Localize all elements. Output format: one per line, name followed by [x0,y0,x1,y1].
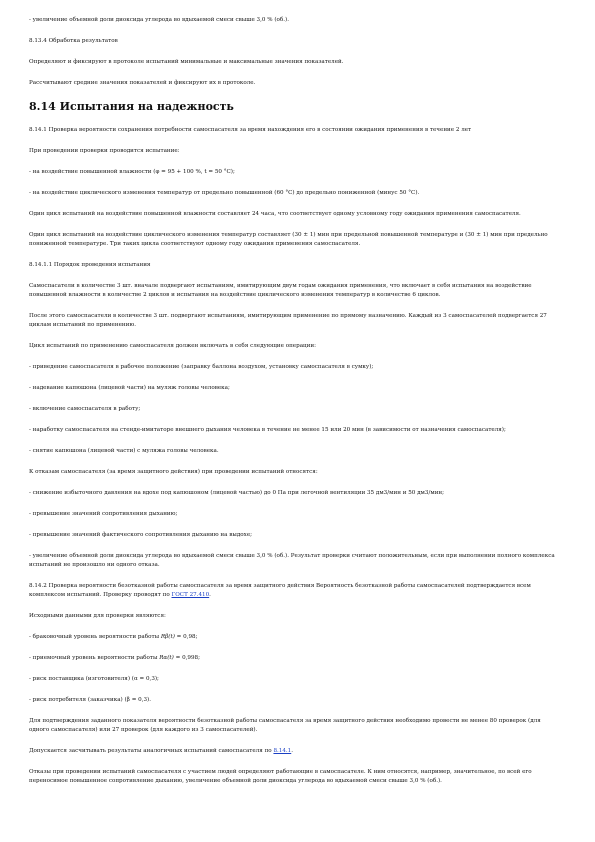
paragraph: Рассчитывают средние значения показателей и фиксируют их в протоколе. [29,80,256,86]
paragraph: Один цикл испытаний на воздействие циклического изменения температур составляет (30 ± 1) мин при предельной повышенной температуре и (30 ± 1) мин при предельно пониженной температуре. Три таких цикла соответствуют одному году ожидания применения самоспасателя. [29,232,548,247]
paragraph: К отказам самоспасателя (за время защитного действия) при проведении испытаний относятся: [29,469,318,475]
paragraph: Для подтверждения заданного показателя вероятности безотказной работы самоспасателя за время защитного действия необходимо провести не менее 80 проверок (для одного самоспасателя) или 27 проверок (для каждого из 3 самоспасателей). [29,718,541,733]
list-item: - риск потребителя (заказчика) (β = 0,3). [29,697,152,703]
paragraph: Отказы при проведении испытаний самоспасателя с участием людей определяют работающие в самоспасателе. К ним относятся, например, значительное, по всей его переносимое повышенное сопротивление дыханию, увеличение объемной доли диоксида углерода во вдыхаемой смеси свыше 3,0 % (об.). [29,769,532,784]
formula-symbol: Rβ(t) [160,634,175,640]
paragraph-text-end: . [209,592,211,598]
list-item [29,654,557,663]
section-heading: 8.14 Испытания на надежность [29,100,234,113]
list-item-text: - браковочный уровень вероятности работы [29,634,161,640]
paragraph-text: Допускается засчитывать результаты аналогичных испытаний самоспасателя по [29,748,274,754]
list-item-text: - приемочный уровень вероятности работы [29,655,160,661]
paragraph [29,747,557,756]
section-title: 8.14.1.1 Порядок проведения испытания [29,262,151,268]
list-item: - риск поставщика (изготовителя) (α = 0,3); [29,676,159,682]
paragraph-text: 8.14.2 Проверка вероятности безотказной работы самоспасателя за время защитного действия Вероятность безотказной работы самоспасателей подтверждается всем комплексом испытаний. Проверку проводят по [29,583,531,598]
gost-link[interactable]: ГОСТ 27.410 [171,592,210,598]
list-item-value: = 0,998; [173,655,200,661]
list-item: - превышение значений сопротивления дыханию; [29,511,178,517]
paragraph: После этого самоспасатели в количестве 3 шт. подвергают испытаниям, имитирующим применение по прямому назначению. Каждый из 3 самоспасателей подвергается 27 циклам испытаний по применению. [29,313,547,328]
list-item: - наработку самоспасателя на стенде-имитаторе внешнего дыхания человека в течение не менее 15 или 20 мин (в зависимости от назначения самоспасателя); [29,427,506,433]
list-item: - снятие капюшона (лицевой части) с муляжа головы человека. [29,448,219,454]
list-item: - увеличение объемной доли диоксида углерода во вдыхаемой смеси свыше 3,0 % (об.). [29,17,289,23]
paragraph: Исходными данными для проверки являются: [29,613,166,619]
formula-symbol: Rα(t) [159,655,174,661]
list-item: - снижение избыточного давления на вдохе под капюшоном (лицевой частью) до 0 Па при легочной вентиляции 35 дм3/мин и 50 дм3/мин; [29,490,445,496]
section-link[interactable]: 8.14.1 [273,748,292,754]
list-item: - на воздействие повышенной влажности (φ = 95 + 100 %, t = 50 °С); [29,169,235,175]
list-item [29,633,557,642]
list-item: - превышение значений фактического сопротивления дыханию на выдохе; [29,532,253,538]
paragraph: Определяют и фиксируют в протоколе испытаний минимальные и максимальные значения показателей. [29,59,344,65]
paragraph: Самоспасатели в количестве 3 шт. вначале подвергают испытаниям, имитирующим двум годам ожидания применения, что включает в себя испытания на воздействие повышенной влажности в количестве 2 циклов и испытания на воздействие циклического изменения температур в количестве 6 циклов. [29,283,532,298]
list-item: - надевание капюшона (лицевой части) на муляж головы человека; [29,385,230,391]
section-title: 8.13.4 Обработка результатов [29,38,118,44]
paragraph: Цикл испытаний по применению самоспасателя должен включать в себя следующие операции: [29,343,316,349]
paragraph: При проведении проверки проводится испытание: [29,148,180,154]
list-item: - приведение самоспасателя в рабочее положение (заправку баллона воздухом, установку самоспасателя в сумку); [29,364,374,370]
list-item: - на воздействие циклического изменения температур от предельно повышенной (60 °С) до предельно пониженной (минус 50 °С). [29,190,420,196]
paragraph [29,582,557,600]
list-item: - включение самоспасателя в работу; [29,406,141,412]
list-item: - увеличение объемной доли диоксида углерода во вдыхаемой смеси свыше 3,0 % (об.). Результат проверки считают положительным, если при выполнении полного комплекса испытаний не произошло ни одного отказа. [29,553,555,568]
list-item-value: = 0,98; [174,634,198,640]
paragraph: Один цикл испытаний на воздействие повышенной влажности составляет 24 часа, что соответствует одному условному году ожидания применения самоспасателя. [29,211,521,217]
section-title: 8.14.1 Проверка вероятности сохранения потребности самоспасателя за время нахождения его в состоянии ожидания применения в течение 2 лет [29,127,472,133]
paragraph-text-end: . [291,748,294,754]
